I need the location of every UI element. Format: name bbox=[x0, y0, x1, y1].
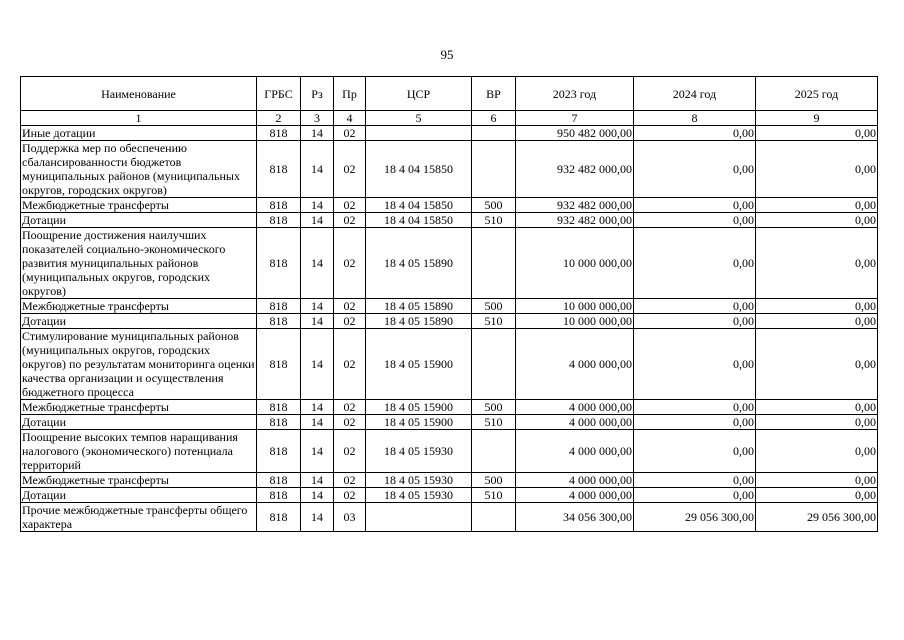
vr-cell bbox=[472, 141, 516, 198]
row-name-cell: Межбюджетные трансферты bbox=[21, 400, 257, 415]
vr-cell: 500 bbox=[472, 198, 516, 213]
amount-2024-cell: 0,00 bbox=[634, 299, 756, 314]
amount-2024-cell: 0,00 bbox=[634, 488, 756, 503]
vr-cell bbox=[472, 126, 516, 141]
amount-2025-cell: 0,00 bbox=[756, 126, 878, 141]
vr-cell: 500 bbox=[472, 400, 516, 415]
pr-cell: 02 bbox=[334, 213, 366, 228]
amount-2024-cell: 0,00 bbox=[634, 213, 756, 228]
table-row bbox=[21, 198, 878, 213]
amount-2025-cell: 0,00 bbox=[756, 228, 878, 299]
amount-2023-cell: 932 482 000,00 bbox=[516, 198, 634, 213]
rz-cell: 14 bbox=[301, 329, 334, 400]
csr-cell: 18 4 05 15890 bbox=[366, 228, 472, 299]
csr-cell: 18 4 04 15850 bbox=[366, 198, 472, 213]
vr-cell bbox=[472, 430, 516, 473]
vr-cell bbox=[472, 228, 516, 299]
pr-cell: 02 bbox=[334, 299, 366, 314]
amount-2023-cell: 4 000 000,00 bbox=[516, 400, 634, 415]
column-header: 2025 год bbox=[756, 77, 878, 111]
csr-cell bbox=[366, 503, 472, 532]
column-number: 3 bbox=[301, 111, 334, 126]
column-number: 7 bbox=[516, 111, 634, 126]
table-row bbox=[21, 329, 878, 400]
rz-cell: 14 bbox=[301, 299, 334, 314]
amount-2025-cell: 0,00 bbox=[756, 141, 878, 198]
rz-cell: 14 bbox=[301, 141, 334, 198]
column-number: 5 bbox=[366, 111, 472, 126]
amount-2025-cell: 29 056 300,00 bbox=[756, 503, 878, 532]
grbs-cell: 818 bbox=[257, 473, 301, 488]
amount-2025-cell: 0,00 bbox=[756, 213, 878, 228]
amount-2024-cell: 0,00 bbox=[634, 141, 756, 198]
column-number: 8 bbox=[634, 111, 756, 126]
amount-2024-cell: 0,00 bbox=[634, 314, 756, 329]
amount-2024-cell: 0,00 bbox=[634, 198, 756, 213]
amount-2023-cell: 932 482 000,00 bbox=[516, 213, 634, 228]
column-header: Рз bbox=[301, 77, 334, 111]
csr-cell bbox=[366, 126, 472, 141]
table-row bbox=[21, 503, 878, 532]
amount-2023-cell: 4 000 000,00 bbox=[516, 415, 634, 430]
pr-cell: 02 bbox=[334, 126, 366, 141]
pr-cell: 02 bbox=[334, 141, 366, 198]
amount-2025-cell: 0,00 bbox=[756, 400, 878, 415]
amount-2024-cell: 0,00 bbox=[634, 400, 756, 415]
pr-cell: 02 bbox=[334, 228, 366, 299]
table-row bbox=[21, 314, 878, 329]
amount-2023-cell: 4 000 000,00 bbox=[516, 473, 634, 488]
column-header: Наименование bbox=[21, 77, 257, 111]
amount-2025-cell: 0,00 bbox=[756, 430, 878, 473]
pr-cell: 02 bbox=[334, 488, 366, 503]
table-row bbox=[21, 141, 878, 198]
grbs-cell: 818 bbox=[257, 314, 301, 329]
table-row bbox=[21, 126, 878, 141]
page-number: 95 bbox=[440, 47, 454, 62]
amount-2023-cell: 4 000 000,00 bbox=[516, 488, 634, 503]
column-header: 2024 год bbox=[634, 77, 756, 111]
csr-cell: 18 4 05 15930 bbox=[366, 473, 472, 488]
column-header: 2023 год bbox=[516, 77, 634, 111]
grbs-cell: 818 bbox=[257, 503, 301, 532]
row-name-cell: Дотации bbox=[21, 488, 257, 503]
rz-cell: 14 bbox=[301, 503, 334, 532]
rz-cell: 14 bbox=[301, 400, 334, 415]
row-name-cell: Дотации bbox=[21, 213, 257, 228]
pr-cell: 03 bbox=[334, 503, 366, 532]
csr-cell: 18 4 05 15930 bbox=[366, 488, 472, 503]
pr-cell: 02 bbox=[334, 415, 366, 430]
column-header: ВР bbox=[472, 77, 516, 111]
rz-cell: 14 bbox=[301, 228, 334, 299]
pr-cell: 02 bbox=[334, 314, 366, 329]
csr-cell: 18 4 05 15900 bbox=[366, 329, 472, 400]
column-header: ЦСР bbox=[366, 77, 472, 111]
table-row bbox=[21, 213, 878, 228]
row-name-cell: Прочие межбюджетные трансферты общего характера bbox=[21, 503, 257, 532]
row-name-cell: Иные дотации bbox=[21, 126, 257, 141]
row-name-cell: Межбюджетные трансферты bbox=[21, 198, 257, 213]
vr-cell bbox=[472, 503, 516, 532]
row-name-cell: Межбюджетные трансферты bbox=[21, 299, 257, 314]
amount-2025-cell: 0,00 bbox=[756, 299, 878, 314]
amount-2024-cell: 0,00 bbox=[634, 473, 756, 488]
table-row bbox=[21, 400, 878, 415]
column-header: ГРБС bbox=[257, 77, 301, 111]
column-header: Пр bbox=[334, 77, 366, 111]
grbs-cell: 818 bbox=[257, 329, 301, 400]
row-name-cell: Поощрение достижения наилучших показателей социально-экономического развития муниципальных районов (муниципальных округов, городских округов) bbox=[21, 228, 257, 299]
row-name-cell: Поддержка мер по обеспечению сбалансированности бюджетов муниципальных районов (муниципальных округов, городских округов) bbox=[21, 141, 257, 198]
table-row bbox=[21, 430, 878, 473]
amount-2024-cell: 0,00 bbox=[634, 415, 756, 430]
amount-2024-cell: 0,00 bbox=[634, 126, 756, 141]
vr-cell: 510 bbox=[472, 415, 516, 430]
table-body bbox=[21, 126, 878, 532]
rz-cell: 14 bbox=[301, 488, 334, 503]
rz-cell: 14 bbox=[301, 198, 334, 213]
column-number-row bbox=[21, 111, 878, 126]
row-name-cell: Дотации bbox=[21, 314, 257, 329]
amount-2023-cell: 34 056 300,00 bbox=[516, 503, 634, 532]
column-number: 1 bbox=[21, 111, 257, 126]
amount-2024-cell: 29 056 300,00 bbox=[634, 503, 756, 532]
csr-cell: 18 4 05 15930 bbox=[366, 430, 472, 473]
grbs-cell: 818 bbox=[257, 488, 301, 503]
csr-cell: 18 4 04 15850 bbox=[366, 141, 472, 198]
grbs-cell: 818 bbox=[257, 141, 301, 198]
rz-cell: 14 bbox=[301, 213, 334, 228]
amount-2023-cell: 4 000 000,00 bbox=[516, 329, 634, 400]
column-number: 9 bbox=[756, 111, 878, 126]
amount-2024-cell: 0,00 bbox=[634, 228, 756, 299]
table-row bbox=[21, 488, 878, 503]
amount-2023-cell: 932 482 000,00 bbox=[516, 141, 634, 198]
column-number: 4 bbox=[334, 111, 366, 126]
grbs-cell: 818 bbox=[257, 198, 301, 213]
csr-cell: 18 4 05 15890 bbox=[366, 314, 472, 329]
rz-cell: 14 bbox=[301, 314, 334, 329]
grbs-cell: 818 bbox=[257, 400, 301, 415]
vr-cell: 500 bbox=[472, 299, 516, 314]
grbs-cell: 818 bbox=[257, 126, 301, 141]
grbs-cell: 818 bbox=[257, 299, 301, 314]
csr-cell: 18 4 05 15900 bbox=[366, 400, 472, 415]
table-row bbox=[21, 473, 878, 488]
amount-2023-cell: 950 482 000,00 bbox=[516, 126, 634, 141]
amount-2025-cell: 0,00 bbox=[756, 473, 878, 488]
vr-cell: 510 bbox=[472, 488, 516, 503]
row-name-cell: Межбюджетные трансферты bbox=[21, 473, 257, 488]
amount-2024-cell: 0,00 bbox=[634, 430, 756, 473]
amount-2025-cell: 0,00 bbox=[756, 415, 878, 430]
csr-cell: 18 4 04 15850 bbox=[366, 213, 472, 228]
rz-cell: 14 bbox=[301, 126, 334, 141]
pr-cell: 02 bbox=[334, 198, 366, 213]
csr-cell: 18 4 05 15900 bbox=[366, 415, 472, 430]
vr-cell: 510 bbox=[472, 213, 516, 228]
amount-2025-cell: 0,00 bbox=[756, 329, 878, 400]
grbs-cell: 818 bbox=[257, 228, 301, 299]
row-name-cell: Поощрение высоких темпов наращивания налогового (экономического) потенциала территорий bbox=[21, 430, 257, 473]
amount-2023-cell: 10 000 000,00 bbox=[516, 228, 634, 299]
header-row bbox=[21, 77, 878, 111]
grbs-cell: 818 bbox=[257, 430, 301, 473]
amount-2023-cell: 10 000 000,00 bbox=[516, 314, 634, 329]
grbs-cell: 818 bbox=[257, 213, 301, 228]
amount-2025-cell: 0,00 bbox=[756, 314, 878, 329]
pr-cell: 02 bbox=[334, 400, 366, 415]
table-row bbox=[21, 228, 878, 299]
vr-cell: 510 bbox=[472, 314, 516, 329]
vr-cell: 500 bbox=[472, 473, 516, 488]
pr-cell: 02 bbox=[334, 473, 366, 488]
column-number: 6 bbox=[472, 111, 516, 126]
pr-cell: 02 bbox=[334, 329, 366, 400]
rz-cell: 14 bbox=[301, 415, 334, 430]
amount-2025-cell: 0,00 bbox=[756, 198, 878, 213]
csr-cell: 18 4 05 15890 bbox=[366, 299, 472, 314]
column-number: 2 bbox=[257, 111, 301, 126]
amount-2024-cell: 0,00 bbox=[634, 329, 756, 400]
row-name-cell: Дотации bbox=[21, 415, 257, 430]
amount-2023-cell: 4 000 000,00 bbox=[516, 430, 634, 473]
rz-cell: 14 bbox=[301, 473, 334, 488]
table-row bbox=[21, 415, 878, 430]
table-row bbox=[21, 299, 878, 314]
amount-2025-cell: 0,00 bbox=[756, 488, 878, 503]
amount-2023-cell: 10 000 000,00 bbox=[516, 299, 634, 314]
pr-cell: 02 bbox=[334, 430, 366, 473]
rz-cell: 14 bbox=[301, 430, 334, 473]
grbs-cell: 818 bbox=[257, 415, 301, 430]
budget-table bbox=[20, 76, 878, 532]
vr-cell bbox=[472, 329, 516, 400]
row-name-cell: Стимулирование муниципальных районов (муниципальных округов, городских округов) по результатам мониторинга оценки качества организации и осуществления бюджетного процесса bbox=[22, 329, 255, 399]
